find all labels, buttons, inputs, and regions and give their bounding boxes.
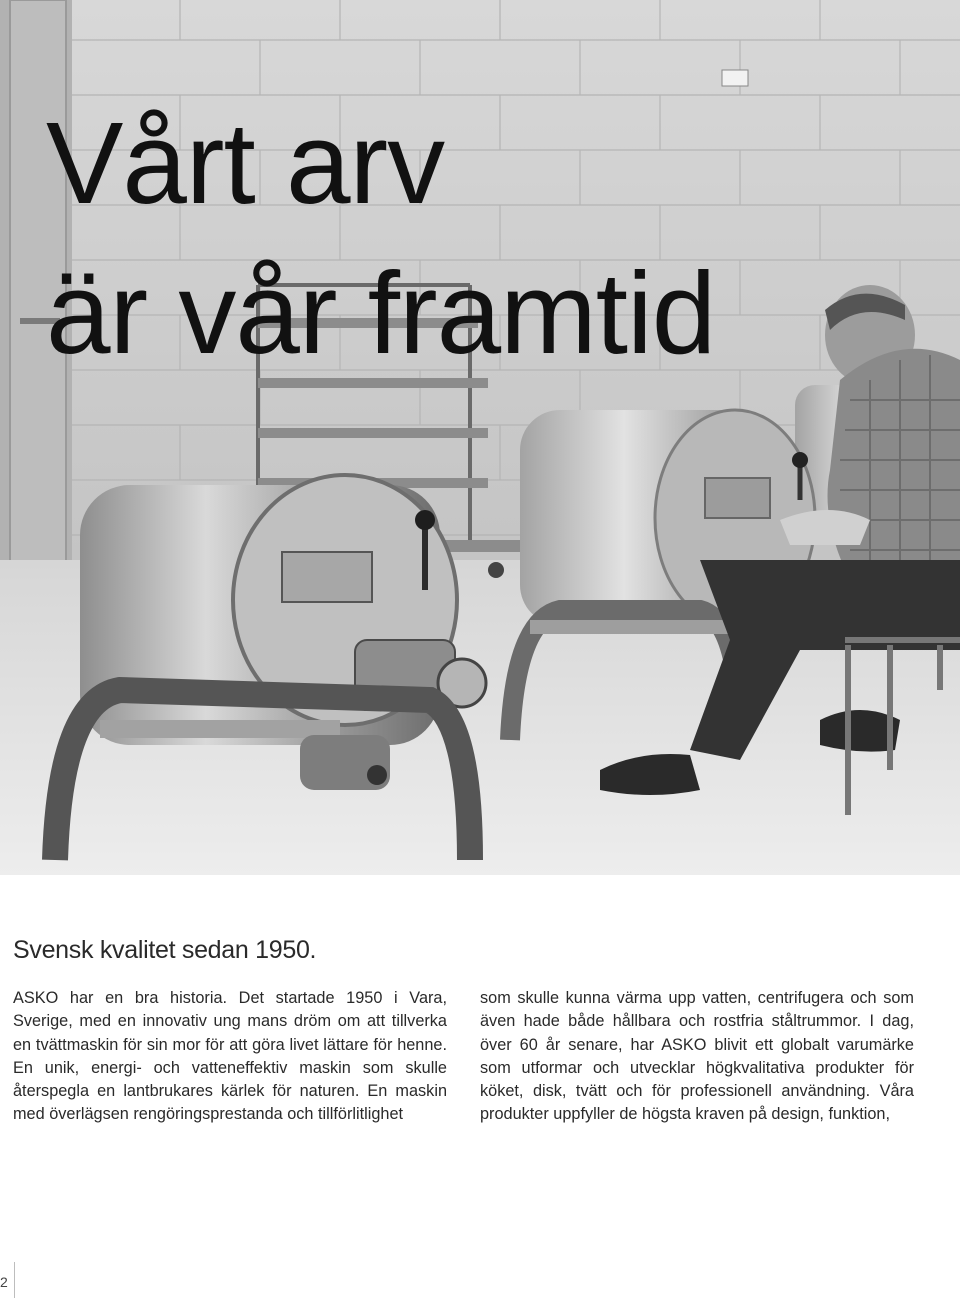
headline-line-1: Vårt arv [46, 98, 445, 228]
wall-lamp [722, 70, 748, 86]
checked-shirt [828, 349, 960, 580]
headline [46, 88, 715, 388]
page-number: 2 [0, 1274, 8, 1290]
headline-line-2: är vår framtid [46, 248, 716, 378]
subheading: Svensk kvalitet sedan 1950. [13, 936, 317, 964]
page-number-divider [14, 1262, 15, 1298]
cart-wheel [488, 562, 504, 578]
body-text-right-column: som skulle kunna värma upp vatten, centrifugera och som även hade både hållbara och rostfria ståltrummor. I dag, över 60 år senare, har ASKO blivit ett globalt varumärke som utformar och utvecklar högkvalitativa produkter för köket, disk, tvätt och för professionell användning. Våra produkter uppfyller de högsta kraven på design, funktion, [480, 989, 914, 1124]
body-text-left-column: ASKO har en bra historia. Det startade 1950 i Vara, Sverige, med en innovativ ung mans dröm om att tillverka en tvättmaskin för sin mor för att göra livet lättare för henne. En unik, energi- och vatteneffektiv maskin som skulle återspegla en lantbrukares kärlek för naturen. En maskin med överlägsen rengöringsprestanda och tillförlitlighet [13, 989, 447, 1124]
